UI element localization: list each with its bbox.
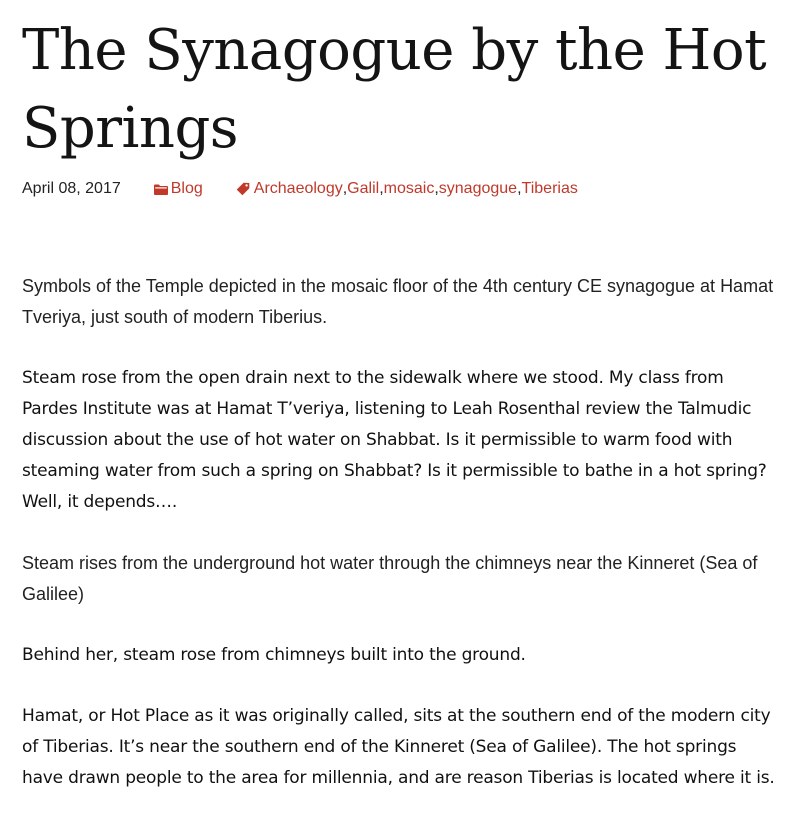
category-link-blog[interactable]: Blog xyxy=(170,180,203,197)
tag-link-tiberias[interactable]: Tiberias xyxy=(521,180,578,197)
post-category xyxy=(154,179,203,199)
post-date: April 08, 2017 xyxy=(22,180,121,197)
tag-link-synagogue[interactable]: synagogue xyxy=(438,180,518,197)
tag-separator: , xyxy=(342,180,348,197)
tag-icon xyxy=(236,182,250,196)
body-paragraph: Steam rose from the open drain next to the sidewalk where we stood. My class from Pardes Institute was at Hamat T’veriya, listening to Leah Rosenthal review the Talmudic discussion about the use of hot water on Shabbat. Is it permissible to warm food with steaming water from such a spring on Shabbat? Is it permissible to bathe in a hot spring? Well, it depends…. xyxy=(22,368,767,512)
tag-separator: , xyxy=(517,180,522,197)
image-caption-steam: Steam rises from the underground hot water through the chimneys near the Kinneret (Sea of Galilee) xyxy=(22,553,758,604)
body-paragraph: Behind her, steam rose from chimneys built into the ground. xyxy=(22,645,526,665)
post-meta xyxy=(22,179,782,199)
folder-icon xyxy=(154,184,168,195)
image-caption-mosaic: Symbols of the Temple depicted in the mosaic floor of the 4th century CE synagogue at Hamat Tveriya, just south of modern Tiberius. xyxy=(22,276,774,327)
blog-post xyxy=(22,0,782,794)
post-title: The Synagogue by the Hot Springs xyxy=(22,18,767,161)
post-tags xyxy=(236,179,578,199)
tag-separator: , xyxy=(434,180,439,197)
tag-link-galil[interactable]: Galil xyxy=(347,180,380,197)
tag-separator: , xyxy=(379,180,384,197)
tag-link-mosaic[interactable]: mosaic xyxy=(383,180,435,197)
tag-link-archaeology[interactable]: Archaeology xyxy=(253,180,343,197)
body-paragraph: Hamat, or Hot Place as it was originally called, sits at the southern end of the modern city of Tiberias. It’s near the southern end of the Kinneret (Sea of Galilee). The hot springs have drawn people to the area for millennia, and are reason Tiberias is located where it is. xyxy=(22,706,775,788)
